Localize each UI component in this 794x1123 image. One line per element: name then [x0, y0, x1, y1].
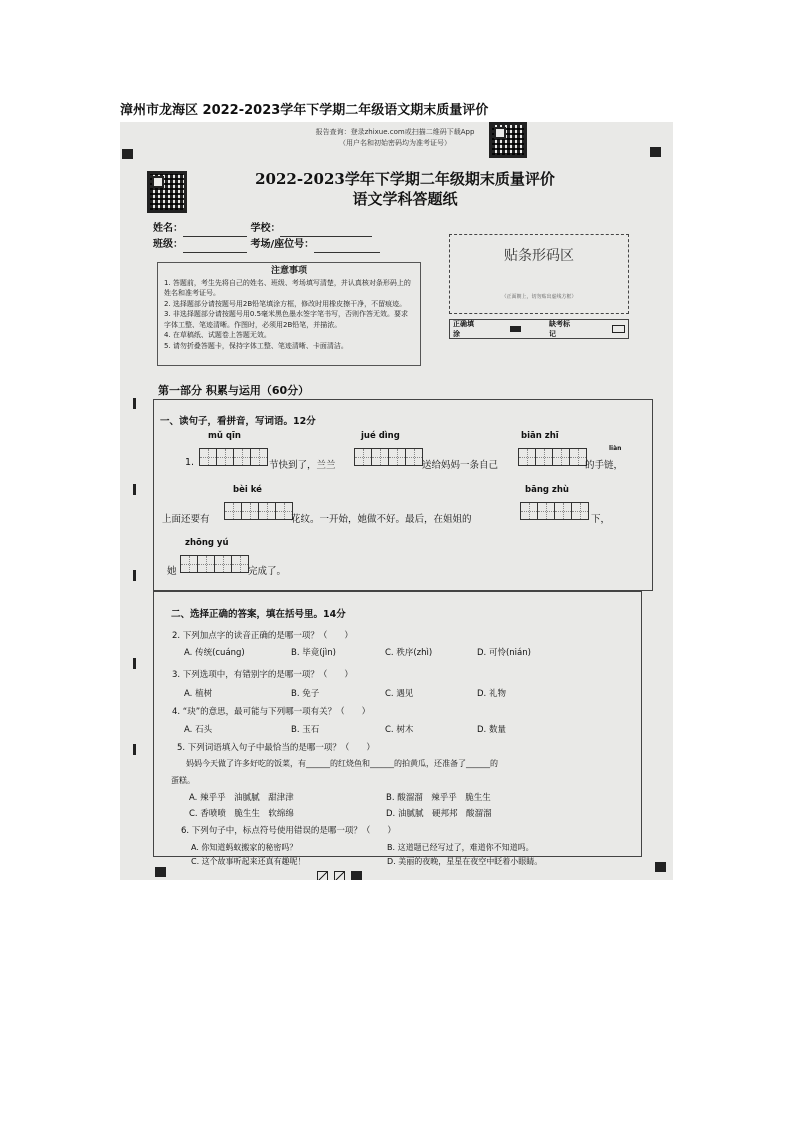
school-field[interactable]	[280, 226, 372, 237]
option-d[interactable]: D. 礼物	[477, 689, 506, 699]
question-text: 5. 下列词语填入句子中最恰当的是哪一项？（ ）	[177, 743, 375, 753]
question-text: 3. 下列选项中，有错别字的是哪一项？（ ）	[172, 670, 353, 680]
room-seat-field[interactable]	[314, 242, 380, 253]
notice-box	[157, 262, 421, 366]
notice-item: 4. 在草稿纸、试题卷上答题无效。	[164, 331, 271, 339]
option-d[interactable]: D. 美丽的夜晚，星星在夜空中眨着小眼睛。	[387, 857, 543, 866]
barcode-label: 贴条形码区	[504, 248, 574, 264]
sheet-title-line-2: 语文学科答题纸	[352, 190, 458, 208]
section-one-box	[153, 399, 653, 591]
registration-mark	[133, 570, 136, 581]
barcode-area	[449, 234, 629, 314]
section-two-box	[153, 591, 642, 866]
section-one-title: 一、读句子，看拼音，写词语。12分	[160, 416, 316, 427]
notice-heading: 注意事项	[270, 266, 307, 276]
question-text: 4. “玦”的意思，最可能与下列哪一项有关？（ ）	[172, 707, 371, 717]
registration-mark	[655, 862, 666, 872]
qr-code-icon	[489, 122, 527, 158]
option-b[interactable]: B. 这道题已经写过了，难道你不知道吗。	[387, 843, 534, 852]
answer-grid[interactable]	[180, 555, 249, 573]
option-a[interactable]: A. 辣乎乎 油腻腻 甜津津	[189, 793, 294, 803]
sentence-text: 节快到了，兰兰	[269, 460, 336, 471]
pinyin-label: mǔ qīn	[208, 431, 241, 441]
answer-grid[interactable]	[224, 502, 293, 520]
registration-mark	[155, 867, 166, 877]
pinyin-label: liàn	[609, 445, 622, 452]
sentence-text: 完成了。	[248, 566, 287, 577]
pinyin-label: jué dìng	[361, 431, 400, 441]
option-d[interactable]: D. 数量	[477, 725, 506, 735]
option-c[interactable]: C. 树木	[385, 725, 414, 735]
part-one-title: 第一部分 积累与运用（60分）	[158, 384, 310, 397]
answer-sheet-scan	[120, 122, 673, 880]
class-field[interactable]	[183, 242, 247, 253]
school-label: 学校：	[250, 223, 281, 234]
sentence-text: 的手链，	[585, 460, 624, 471]
pinyin-label: zhōng yú	[185, 538, 229, 548]
page-marker-icon	[334, 871, 345, 880]
name-label: 姓名：	[153, 223, 183, 234]
answer-grid[interactable]	[518, 448, 587, 466]
report-line-2: （用户名和初始密码均为准考证号）	[339, 139, 451, 147]
question-text: 2. 下列加点字的读音正确的是哪一项？（ ）	[172, 631, 353, 641]
registration-mark	[122, 149, 133, 159]
sentence-text: 送给妈妈一条自己	[422, 460, 499, 471]
option-c[interactable]: C. 这个故事听起来还真有趣呢！	[191, 857, 306, 866]
room-seat-label: 考场/座位号：	[250, 239, 315, 250]
report-info	[270, 127, 520, 149]
notice-item: 5. 请勿折叠答题卡，保持字体工整、笔迹清晰、卡面清洁。	[164, 341, 348, 350]
sentence-text: 她	[167, 566, 177, 577]
question-sentence: 蛋糕。	[171, 776, 195, 785]
option-c[interactable]: C. 香喷喷 脆生生 软绵绵	[189, 809, 294, 819]
registration-mark	[133, 484, 136, 495]
option-a[interactable]: A. 传统(cuáng)	[184, 648, 245, 658]
pinyin-label: bèi ké	[233, 485, 262, 495]
option-a[interactable]: A. 石头	[184, 725, 213, 735]
answer-grid[interactable]	[354, 448, 423, 466]
page-marker-icon	[351, 871, 362, 880]
option-d[interactable]: D. 油腻腻 硬邦邦 酸溜溜	[386, 809, 492, 819]
notice-item: 3. 非选择题部分请按题号用0.5毫米黑色墨水签字笔书写，否则作答无效。要求字体工整、笔迹清晰。作图时，必须用2B铅笔，并描浓。	[164, 310, 409, 329]
filled-box-icon	[510, 326, 521, 332]
sentence-text: 下，	[591, 514, 611, 525]
fill-example	[449, 319, 629, 339]
sheet-title-line-1: 2022-2023学年下学期二年级期末质量评价	[255, 170, 555, 188]
option-b[interactable]: B. 毕竟(jìn)	[291, 648, 336, 658]
question-sentence: 妈妈今天做了许多好吃的饭菜，有______的红烧鱼和______的拍黄瓜，还准备了______的	[186, 759, 498, 768]
registration-mark	[133, 744, 136, 755]
correct-fill-label: 正确填涂	[453, 320, 474, 338]
question-number: 1.	[185, 457, 195, 468]
answer-grid[interactable]	[199, 448, 268, 466]
option-d[interactable]: D. 可怜(nián)	[477, 648, 531, 658]
document-title: 漳州市龙海区 2022-2023学年下学期二年级语文期末质量评价	[120, 103, 489, 118]
registration-mark	[650, 147, 661, 157]
pinyin-label: biān zhī	[521, 431, 559, 441]
option-b[interactable]: B. 免子	[291, 689, 320, 699]
sentence-text: 花纹。一开始，她做不好。最后，在姐姐的	[291, 514, 472, 525]
class-label: 班级：	[153, 239, 183, 250]
qr-code-icon	[147, 171, 187, 213]
student-info	[153, 221, 380, 253]
option-a[interactable]: A. 植树	[184, 689, 213, 699]
barcode-hint: （正面朝上，切勿贴出虚线方框）	[501, 294, 577, 300]
registration-mark	[133, 658, 136, 669]
report-line-1: 报告查询：登录zhixue.com或扫描二维码下载App	[315, 128, 475, 136]
sentence-text: 上面还要有	[162, 514, 210, 525]
option-b[interactable]: B. 玉石	[291, 725, 320, 735]
pinyin-label: bāng zhù	[525, 485, 569, 495]
absent-mark-label: 缺考标记	[549, 320, 570, 338]
registration-mark	[133, 398, 136, 409]
notice-item: 1. 答题前，考生先将自己的姓名、班级、考场填写清楚，并认真核对条形码上的姓名和准考证号。	[164, 278, 411, 297]
option-c[interactable]: C. 遇见	[385, 689, 414, 699]
option-b[interactable]: B. 酸溜溜 辣乎乎 脆生生	[386, 793, 491, 803]
page-markers	[317, 866, 368, 880]
option-c[interactable]: C. 秩序(zhì)	[385, 648, 433, 658]
question-text: 6. 下列句子中，标点符号使用错误的是哪一项？（ ）	[181, 826, 396, 836]
page-marker-icon	[317, 871, 328, 880]
name-field[interactable]	[183, 226, 247, 237]
sheet-title	[250, 169, 560, 209]
notice-item: 2. 选择题部分请按题号用2B铅笔填涂方框，修改时用橡皮擦干净，不留痕迹。	[164, 299, 407, 308]
absent-mark-box[interactable]	[612, 325, 625, 333]
answer-grid[interactable]	[520, 502, 589, 520]
section-two-title: 二、选择正确的答案，填在括号里。14分	[171, 609, 346, 620]
option-a[interactable]: A. 你知道蚂蚁搬家的秘密吗？	[191, 843, 298, 852]
